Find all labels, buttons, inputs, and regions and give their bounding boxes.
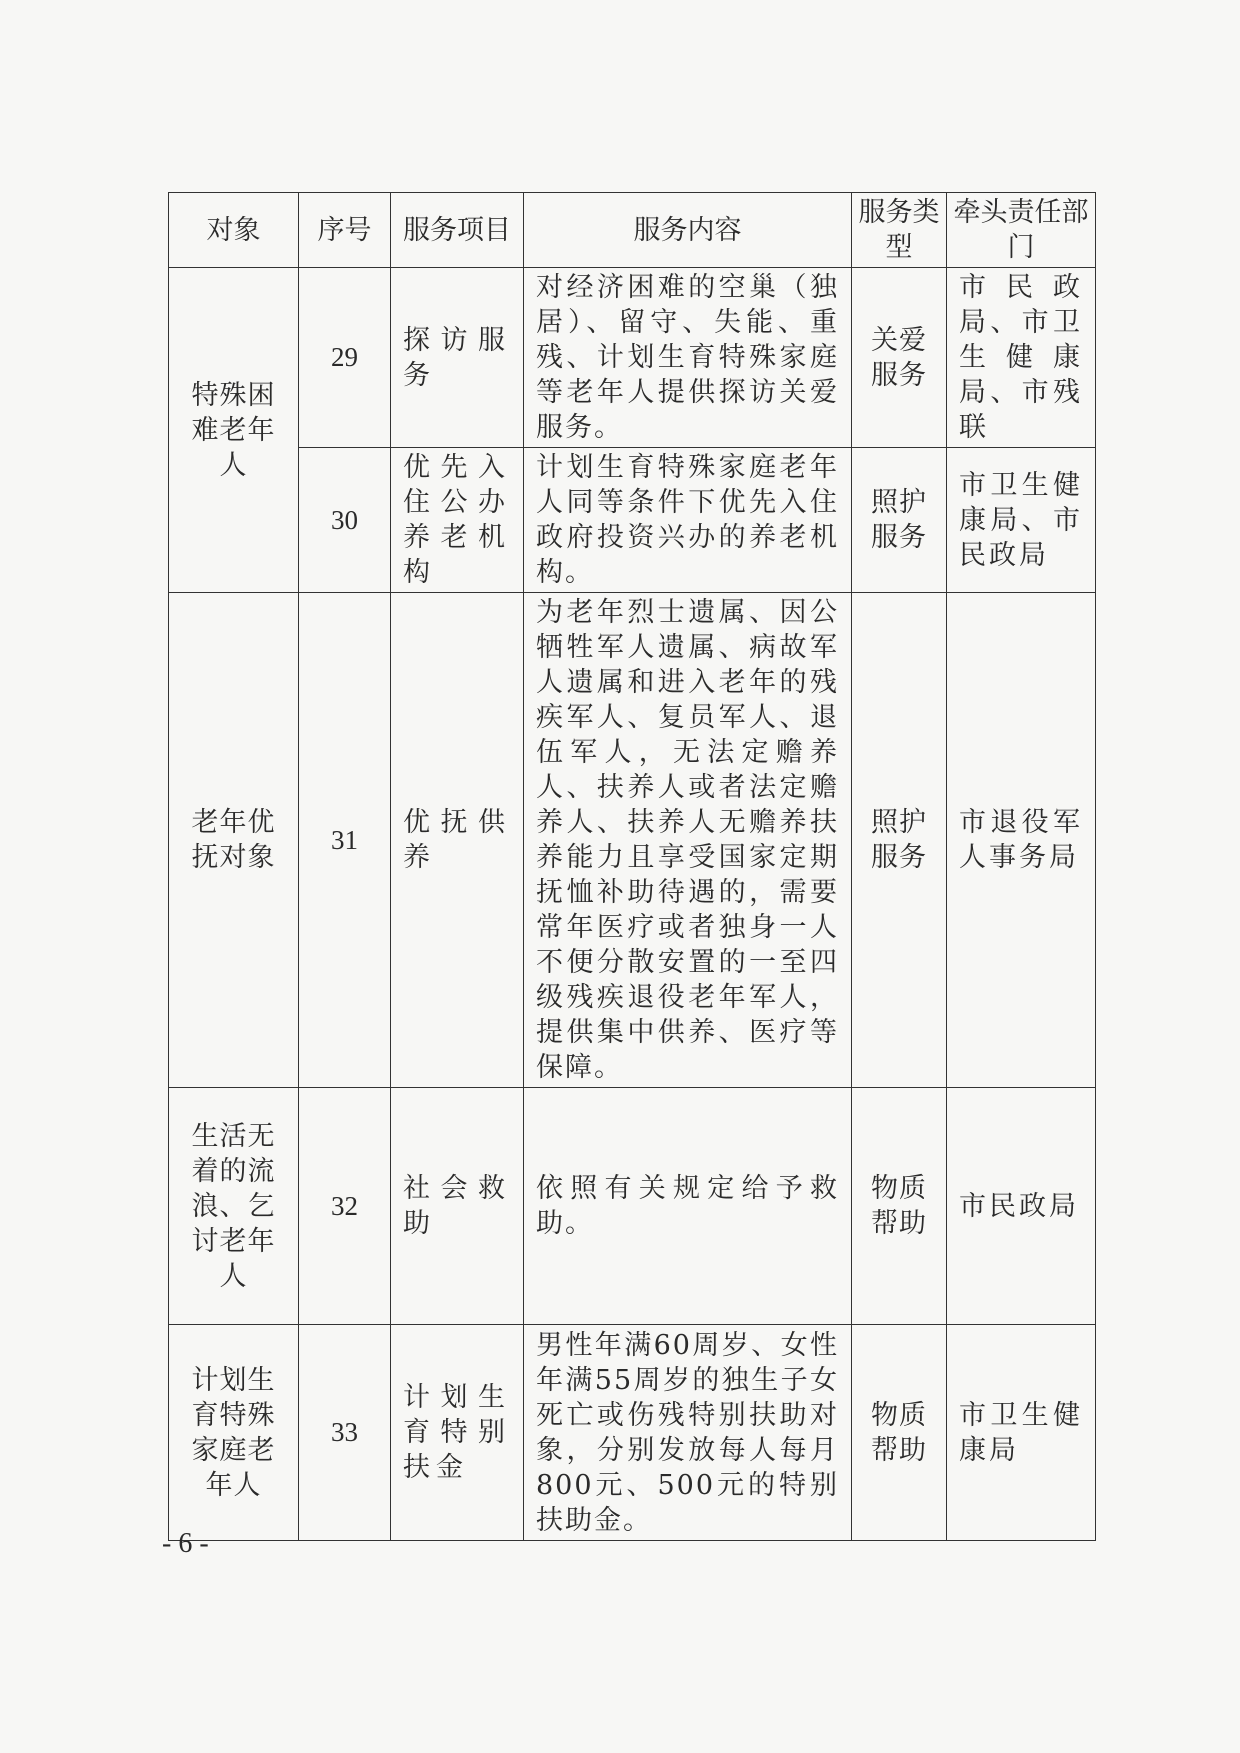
table-row <box>169 448 1096 593</box>
header-dept: 牵头责任部门 <box>947 193 1096 268</box>
table-row <box>169 593 1096 1088</box>
cell-content: 对经济困难的空巢（独居）、留守、失能、重残、计划生育特殊家庭等老年人提供探访关爱服务。 <box>524 268 852 448</box>
cell-no: 33 <box>299 1325 391 1541</box>
header-type: 服务类型 <box>852 193 947 268</box>
cell-content: 计划生育特殊家庭老年人同等条件下优先入住政府投资兴办的养老机构。 <box>524 448 852 593</box>
cell-content: 依照有关规定给予救助。 <box>524 1088 852 1325</box>
cell-no: 30 <box>299 448 391 593</box>
cell-no: 32 <box>299 1088 391 1325</box>
cell-target: 老年优抚对象 <box>169 593 299 1088</box>
cell-no: 29 <box>299 268 391 448</box>
cell-item: 计划生育特别扶金 <box>391 1325 524 1541</box>
cell-dept: 市民政局 <box>947 1088 1096 1325</box>
cell-item: 社会救助 <box>391 1088 524 1325</box>
cell-type: 照护服务 <box>852 448 947 593</box>
header-content: 服务内容 <box>524 193 852 268</box>
table-row <box>169 1325 1096 1541</box>
header-target: 对象 <box>169 193 299 268</box>
cell-content: 男性年满60周岁、女性年满55周岁的独生子女死亡或伤残特别扶助对象，分别发放每人每月800元、500元的特别扶助金。 <box>524 1325 852 1541</box>
header-no: 序号 <box>299 193 391 268</box>
cell-dept: 市民政局、市卫生健康局、市残联 <box>947 268 1096 448</box>
cell-item: 探访服务 <box>391 268 524 448</box>
table-header-row <box>169 193 1096 268</box>
cell-item: 优先入住公办养老机构 <box>391 448 524 593</box>
cell-type: 关爱服务 <box>852 268 947 448</box>
cell-dept: 市退役军人事务局 <box>947 593 1096 1088</box>
cell-target: 特殊困难老年人 <box>169 268 299 593</box>
header-item: 服务项目 <box>391 193 524 268</box>
cell-no: 31 <box>299 593 391 1088</box>
table-row <box>169 268 1096 448</box>
cell-item: 优抚供养 <box>391 593 524 1088</box>
cell-target: 生活无着的流浪、乞讨老年人 <box>169 1088 299 1325</box>
page-number: - 6 - <box>162 1528 209 1559</box>
cell-dept: 市卫生健康局 <box>947 1325 1096 1541</box>
cell-target: 计划生育特殊家庭老年人 <box>169 1325 299 1541</box>
cell-type: 物质帮助 <box>852 1325 947 1541</box>
cell-type: 物质帮助 <box>852 1088 947 1325</box>
cell-content: 为老年烈士遗属、因公牺牲军人遗属、病故军人遗属和进入老年的残疾军人、复员军人、退伍军人，无法定赡养人、扶养人或者法定赡养人、扶养人无赡养扶养能力且享受国家定期抚恤补助待遇的，需要常年医疗或者独身一人不便分散安置的一至四级残疾退役老年军人，提供集中供养、医疗等保障。 <box>524 593 852 1088</box>
elderly-services-table <box>168 192 1096 1541</box>
table-row <box>169 1088 1096 1325</box>
cell-type: 照护服务 <box>852 593 947 1088</box>
cell-dept: 市卫生健康局、市民政局 <box>947 448 1096 593</box>
